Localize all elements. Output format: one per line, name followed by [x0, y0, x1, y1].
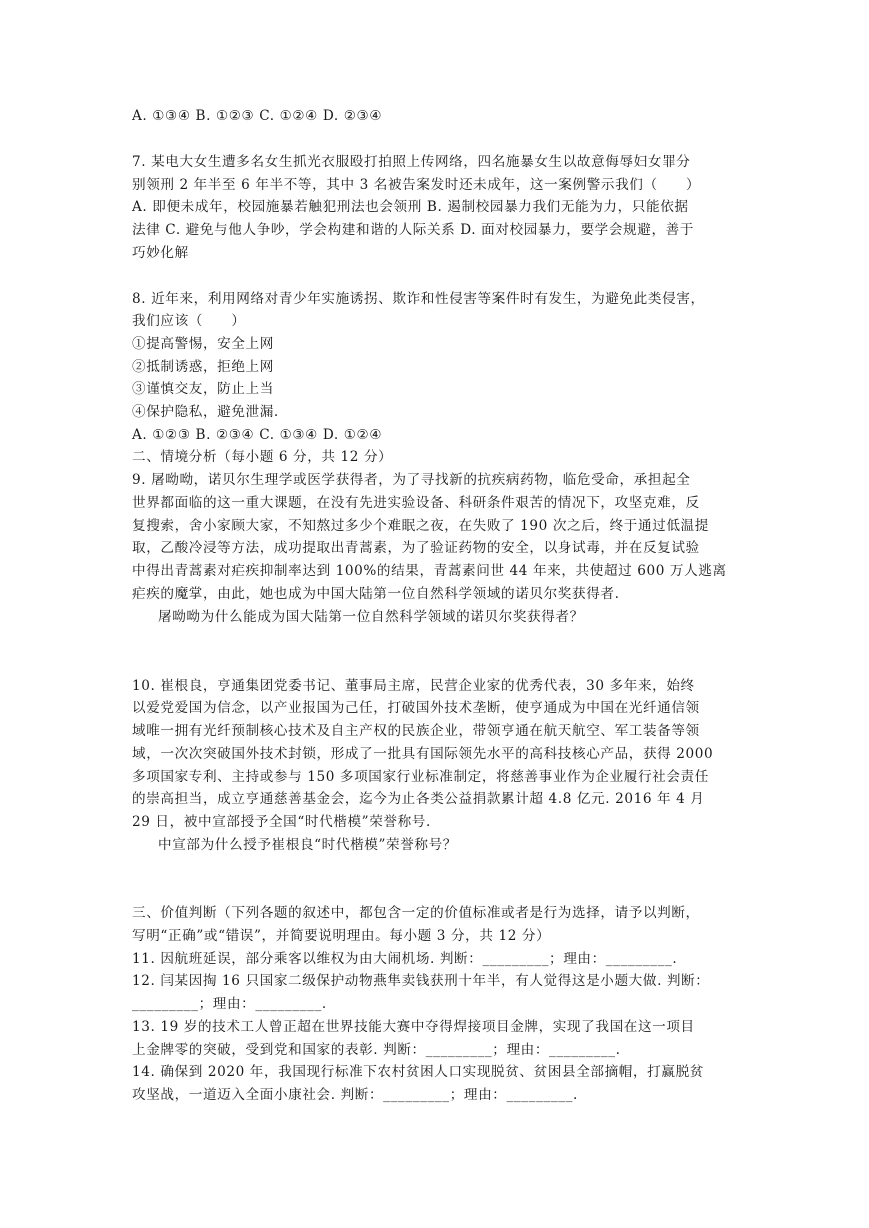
q10-para-line-2: 以爱党爱国为信念，以产业报国为己任，打破国外技术垄断，使亨通成为中国在光纤通信领	[132, 700, 700, 716]
q9-para-line-4: 取，乙酸冷浸等方法，成功提取出青蒿素，为了验证药物的安全，以身试毒，并在反复试验	[132, 540, 700, 556]
q10-para-line-1: 10. 崔根良，亨通集团党委书记、董事局主席，民营企业家的优秀代表，30 多年来，始终	[132, 678, 695, 694]
q12-line-1: 12. 闫某因掏 16 只国家二级保护动物燕隼卖钱获刑十年半，有人觉得这是小题大做. 判断：	[132, 973, 710, 989]
q7-stem-line-2: 别领刑 2 年半至 6 年半不等，其中 3 名被告案发时还未成年，这一案例警示我们（ ）	[132, 177, 701, 193]
q9-para-line-2: 世界都面临的这一重大课题，在没有先进实验设备、科研条件艰苦的情况下，攻坚克难，反	[132, 495, 700, 511]
q8-stem-line-2: 我们应该（ ）	[132, 313, 246, 329]
q8-item-3: ③谨慎交友，防止上当	[132, 381, 274, 397]
q9-para-line-1: 9. 屠呦呦，诺贝尔生理学或医学获得者，为了寻找新的抗疾病药物，临危受命，承担起全	[132, 472, 691, 488]
q14-line-1: 14. 确保到 2020 年，我国现行标准下农村贫困人口实现脱贫、贫困县全部摘帽，打赢脱贫	[132, 1064, 704, 1080]
q11: 11. 因航班延误，部分乘客以维权为由大闹机场. 判断：_________；理由：_________.	[132, 951, 678, 967]
q9-para-line-3: 复搜索，舍小家顾大家，不知熬过多少个难眠之夜，在失败了 190 次之后，终于通过低温提	[132, 518, 709, 534]
section-3-heading-line-1: 三、价值判断（下列各题的叙述中，都包含一定的价值标准或者是行为选择，请予以判断，	[132, 905, 700, 921]
section-3-heading-line-2: 写明“正确”或“错误”，并简要说明理由。每小题 3 分，共 12 分）	[132, 928, 551, 944]
q10-para-line-6: 的崇高担当，成立亨通慈善基金会，迄今为止各类公益捐款累计超 4.8 亿元. 2016 年 4 月	[132, 791, 705, 807]
q7-options-line-3: 巧妙化解	[132, 245, 189, 261]
q8-stem-line-1: 8. 近年来，利用网络对青少年实施诱拐、欺诈和性侵害等案件时有发生，为避免此类侵害，	[132, 291, 705, 307]
q9-question: 屠呦呦为什么能成为国大陆第一位自然科学领域的诺贝尔奖获得者？	[158, 609, 584, 625]
q9-para-line-5: 中得出青蒿素对疟疾抑制率达到 100%的结果，青蒿素问世 44 年来，共使超过 600 万人逃离	[132, 563, 727, 579]
q7-options-line-1: A. 即便未成年，校园施暴若触犯刑法也会领刑 B. 遏制校园暴力我们无能为力，只能依据	[132, 199, 689, 215]
q10-para-line-7: 29 日，被中宣部授予全国“时代楷模”荣誉称号.	[132, 814, 431, 830]
q12-line-2: _________；理由：_________.	[132, 996, 327, 1012]
q8-item-1: ①提高警惕，安全上网	[132, 336, 274, 352]
q7-options-line-2: 法律 C. 避免与他人争吵，学会构建和谐的人际关系 D. 面对校园暴力，要学会规避，善于	[132, 222, 695, 238]
q10-para-line-3: 域唯一拥有光纤预制核心技术及自主产权的民族企业，带领亨通在航天航空、军工装备等领	[132, 723, 700, 739]
q8-item-4: ④保护隐私，避免泄漏.	[132, 404, 279, 420]
section-2-heading: 二、情境分析（每小题 6 分，共 12 分）	[132, 449, 393, 465]
q8-options: A. ①②③ B. ②③④ C. ①③④ D. ①②④	[132, 427, 383, 443]
q6-options: A. ①③④ B. ①②③ C. ①②④ D. ②③④	[132, 108, 383, 124]
q10-para-line-4: 域，一次次突破国外技术封锁，形成了一批具有国际领先水平的高科技核心产品，获得 2000	[132, 746, 714, 762]
q14-line-2: 攻坚战，一道迈入全面小康社会. 判断：_________；理由：_________.	[132, 1087, 578, 1103]
q10-para-line-5: 多项国家专利、主持或参与 150 多项国家行业标准制定，将慈善事业作为企业履行社会责任	[132, 769, 709, 785]
q13-line-2: 上金牌零的突破，受到党和国家的表彰. 判断：_________；理由：_________.	[132, 1042, 621, 1058]
q13-line-1: 13. 19 岁的技术工人曾正超在世界技能大赛中夺得焊接项目金牌，实现了我国在这一项目	[132, 1019, 695, 1035]
q8-item-2: ②抵制诱惑，拒绝上网	[132, 359, 274, 375]
q7-stem-line-1: 7. 某电大女生遭多名女生抓光衣服殴打拍照上传网络，四名施暴女生以故意侮辱妇女罪分	[132, 154, 691, 170]
q9-para-line-6: 疟疾的魔掌，由此，她也成为中国大陆第一位自然科学领域的诺贝尔奖获得者.	[132, 586, 620, 602]
q10-question: 中宣部为什么授予崔根良“时代楷模”荣誉称号？	[158, 837, 457, 853]
